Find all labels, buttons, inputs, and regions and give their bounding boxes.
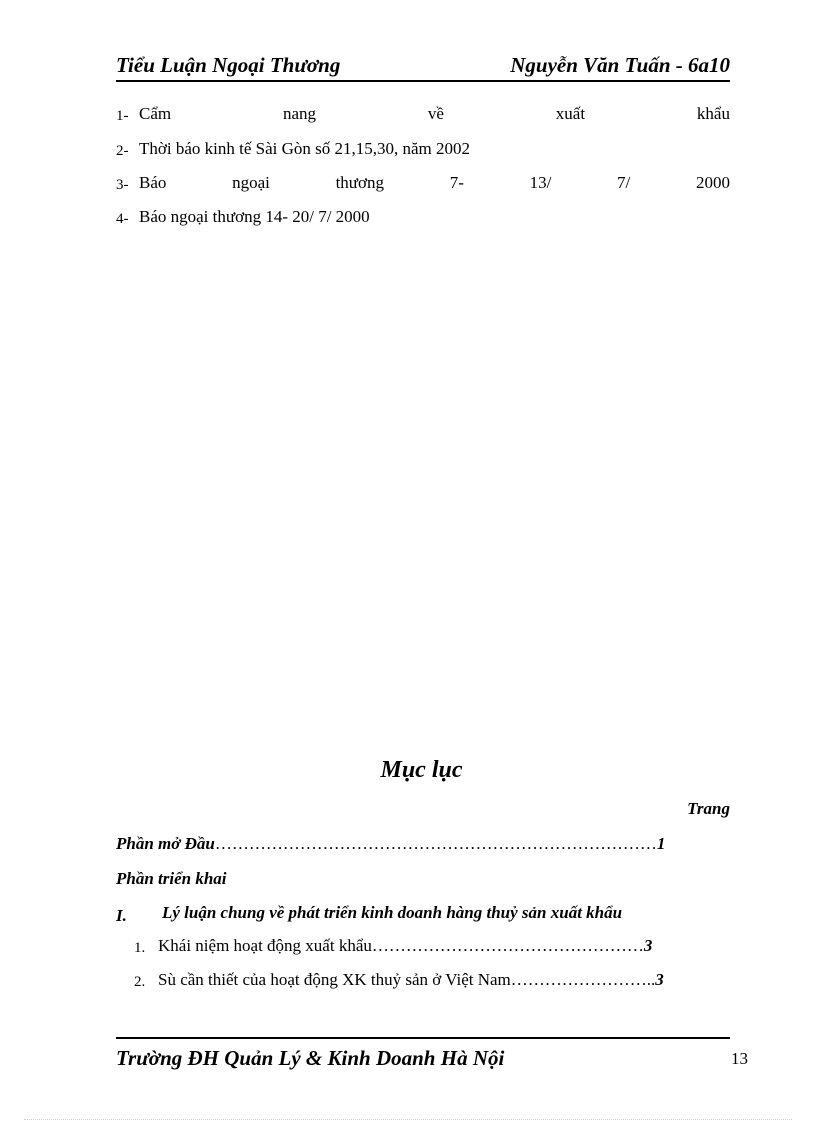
reference-item <box>116 104 730 128</box>
header-right-author: Nguyễn Văn Tuấn - 6a10 <box>510 53 730 77</box>
reference-number: 1- <box>116 108 129 124</box>
reference-word: về <box>427 104 444 123</box>
toc-entry-label: Phần triển khai <box>116 869 227 888</box>
toc-entry-label: Phần mở Đầu <box>116 834 215 853</box>
footer-school-name: Trường ĐH Quản Lý & Kinh Doanh Hà Nội <box>116 1046 505 1070</box>
toc-entry <box>134 936 653 956</box>
toc-title: Mục lục <box>380 757 463 783</box>
reference-number: 2- <box>116 143 129 159</box>
toc-leader-dots: …………………….. <box>510 970 656 989</box>
reference-word: Cẩm <box>139 104 172 123</box>
toc-entry-number: 2. <box>134 974 146 990</box>
toc-leader-dots: ………………………………………… <box>371 936 644 955</box>
footer-page-number: 13 <box>731 1049 748 1068</box>
toc-entry <box>116 834 665 854</box>
toc-entry <box>134 970 664 990</box>
toc-entry <box>116 869 227 889</box>
reference-item <box>116 207 730 231</box>
reference-word: ngoại <box>232 173 270 192</box>
reference-word: thương <box>335 173 385 192</box>
footer-rule <box>116 1037 730 1039</box>
reference-number: 4- <box>116 211 129 227</box>
toc-leader-dots: …………………………………………………………………… <box>214 834 657 853</box>
toc-entry-number: I. <box>116 906 127 925</box>
reference-word: 7- <box>449 173 464 192</box>
reference-word: 7/ <box>617 173 631 192</box>
reference-word: 2000 <box>695 173 730 192</box>
reference-word: khẩu <box>696 104 730 123</box>
toc-entry-label: Sù cần thiết của hoạt động XK thuỷ sản ở Việt Nam <box>158 970 511 989</box>
page-bottom-divider <box>24 1119 792 1120</box>
header-left-title: Tiểu Luận Ngoại Thương <box>116 53 341 77</box>
reference-word: xuất <box>555 104 586 123</box>
reference-item <box>116 173 730 197</box>
header-rule <box>116 80 730 82</box>
toc-entry-number: 1. <box>134 940 146 956</box>
toc-entry <box>116 903 623 925</box>
toc-entry-label: Khái niệm hoạt động xuất khẩu <box>158 936 372 955</box>
reference-word: Báo <box>139 173 167 192</box>
toc-page-number: 1 <box>656 834 666 853</box>
toc-entry-label: Lý luận chung về phát triển kinh doanh hàng thuỷ sản xuất khẩu <box>162 903 623 922</box>
reference-word: 13/ <box>529 173 552 192</box>
toc-page-number: 3 <box>655 970 664 989</box>
toc-page-number: 3 <box>643 936 653 955</box>
reference-number: 3- <box>116 177 129 193</box>
reference-word: nang <box>282 104 317 123</box>
reference-item <box>116 139 730 163</box>
toc-page-label: Trang <box>687 799 730 818</box>
reference-text: Thời báo kinh tế Sài Gòn số 21,15,30, năm 2002 <box>139 139 471 158</box>
reference-text: Báo ngoại thương 14- 20/ 7/ 2000 <box>139 207 370 226</box>
